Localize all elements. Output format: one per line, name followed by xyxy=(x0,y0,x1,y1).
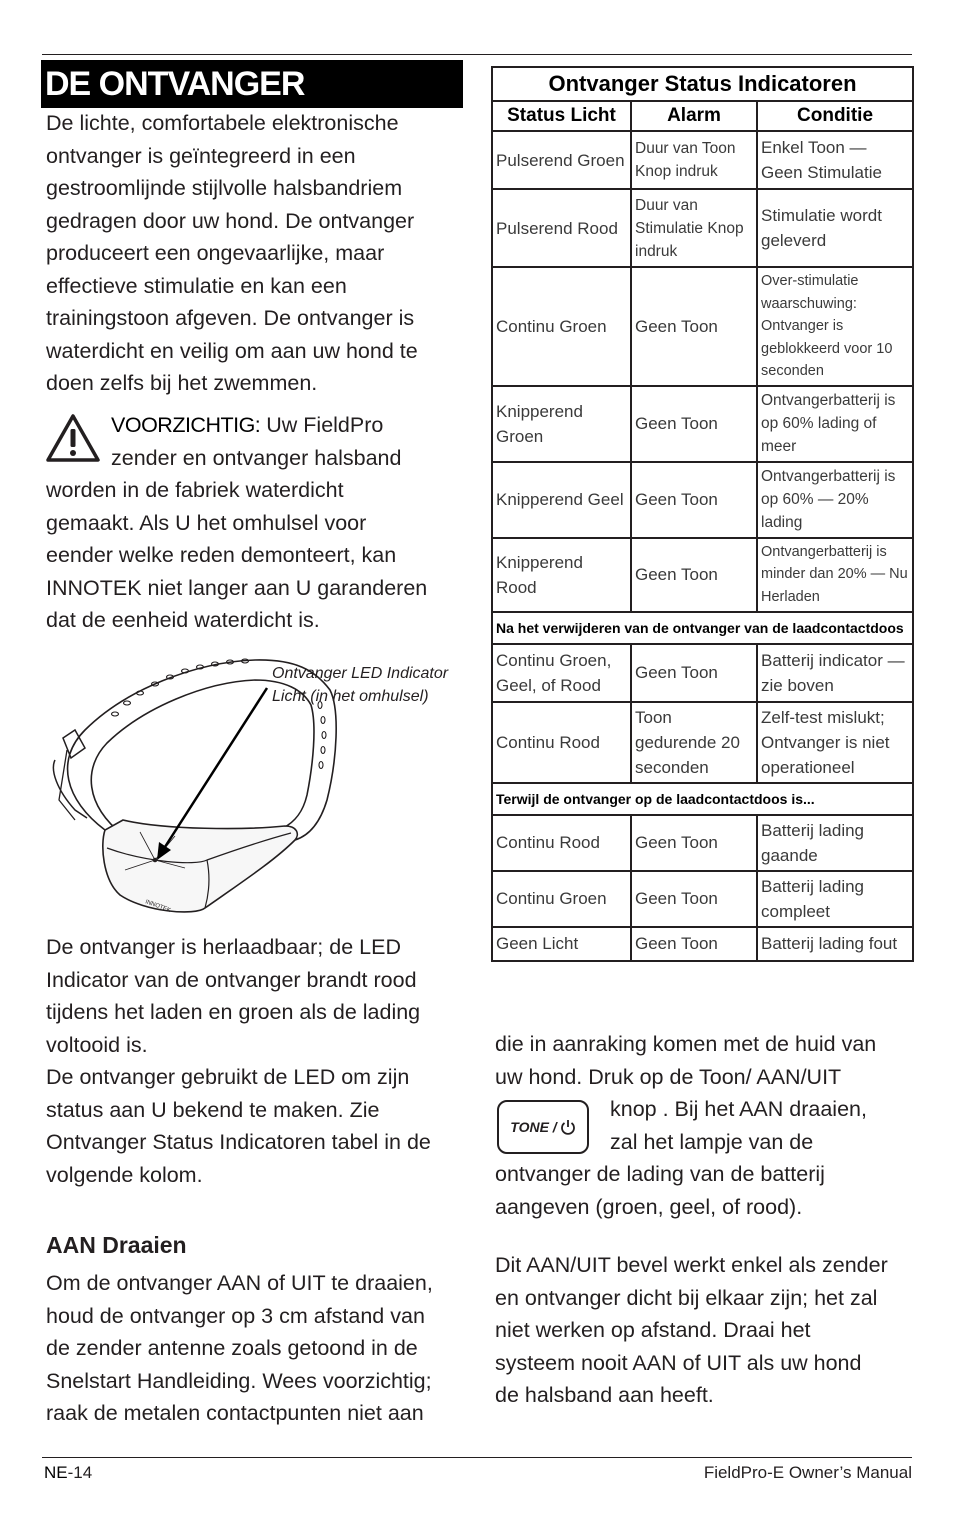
text-line: knop . Bij het AAN draaien, xyxy=(610,1097,867,1121)
text-line: produceert een ongevaarlijke, maar xyxy=(46,241,385,265)
table-cell: Ontvangerbatterij is op 60% — 20% lading xyxy=(757,462,913,538)
text-line: ontvanger is geïntegreerd in een xyxy=(46,143,356,168)
text-line: systeem nooit AAN of UIT als uw hond xyxy=(495,1350,862,1375)
language-code: NE xyxy=(44,1463,68,1482)
text-line: niet werken op afstand. Draai het xyxy=(495,1318,811,1342)
table-cell: Duur van Toon Knop indruk xyxy=(631,131,757,189)
table-cell: Continu Groen xyxy=(492,871,631,927)
table-row xyxy=(492,815,913,871)
table-cell: Batterij indicator — zie boven xyxy=(757,644,913,702)
table-row xyxy=(492,386,913,462)
table-section-label: Na het verwijderen van de ontvanger van de laadcontactdoos xyxy=(492,612,913,644)
table-cell: Batterij lading compleet xyxy=(757,871,913,927)
text-line: gestroomlijnde stijlvolle halsbandriem xyxy=(46,176,403,200)
table-section-label: Terwijl de ontvanger op de laadcontactdoos is... xyxy=(492,783,913,815)
text-line: waterdicht en veilig om aan uw hond te xyxy=(46,338,418,363)
page-digits: -14 xyxy=(67,1463,93,1482)
text-line: status aan U bekend te maken. Zie xyxy=(46,1097,380,1122)
text-line: worden in de fabriek waterdicht xyxy=(46,478,344,502)
table-cell: Ontvangerbatterij is minder dan 20% — Nu Herladen xyxy=(757,538,913,612)
table-cell: Knipperend Groen xyxy=(492,386,631,462)
table-cell: Geen Toon xyxy=(631,871,757,927)
table-cell: Knipperend Geel xyxy=(492,462,631,538)
text-line: De ontvanger gebruikt de LED om zijn xyxy=(46,1065,410,1089)
column-header: Alarm xyxy=(631,101,757,131)
table-cell: Batterij lading fout xyxy=(757,927,913,961)
text-line: zal het lampje van de xyxy=(610,1129,814,1154)
text-line: gemaakt. Als U het omhulsel voor xyxy=(46,510,367,535)
table-cell: Pulserend Groen xyxy=(492,131,631,189)
table-cell: Pulserend Rood xyxy=(492,189,631,267)
text-line: Ontvanger Status Indicatoren tabel in de xyxy=(46,1130,431,1154)
text-line: die in aanraking komen met de huid van xyxy=(495,1032,877,1056)
page-title: DE ONTVANGER xyxy=(41,60,463,108)
text-line: effectieve stimulatie en kan een xyxy=(46,273,347,298)
text-line: Indicator van de ontvanger brandt rood xyxy=(46,967,417,992)
text-line: zender en ontvanger halsband xyxy=(111,445,402,470)
intro-paragraph xyxy=(46,107,418,400)
table-row xyxy=(492,927,913,961)
table-cell: Stimulatie wordt geleverd xyxy=(757,189,913,267)
table-cell: Knipperend Rood xyxy=(492,538,631,612)
column-header: Status Licht xyxy=(492,101,631,131)
table-section-row xyxy=(492,783,913,815)
caution-paragraph xyxy=(46,409,427,637)
text-line: houd de ontvanger op 3 cm afstand van xyxy=(46,1303,425,1328)
table-row xyxy=(492,644,913,702)
text-line: ontvanger de lading van de batterij xyxy=(495,1162,825,1186)
table-section-row xyxy=(492,612,913,644)
text-line: volgende kolom. xyxy=(46,1162,203,1187)
section-heading: AAN Draaien xyxy=(46,1232,187,1258)
text-line: gedragen door uw hond. De ontvanger xyxy=(46,208,415,233)
power-on-paragraph xyxy=(46,1267,433,1430)
manual-title: FieldPro-E Owner’s Manual xyxy=(703,1463,912,1482)
text-line: tijdens het laden en groen als de lading xyxy=(46,1000,421,1024)
table-cell: Geen Toon xyxy=(631,815,757,871)
text-line: de halsband aan heeft. xyxy=(495,1383,714,1407)
text-line: de zender antenne zoals getoond in de xyxy=(46,1336,418,1360)
table-cell: Duur van Stimulatie Knop indruk xyxy=(631,189,757,267)
caution-first-text: Uw FieldPro xyxy=(260,413,384,437)
recharge-paragraph xyxy=(46,931,431,1191)
caution-label: VOORZICHTIG: xyxy=(111,413,261,437)
text-line: Om de ontvanger AAN of UIT te draaien, xyxy=(46,1271,433,1295)
caption-line: Ontvanger LED Indicator xyxy=(272,665,449,682)
tone-power-button-graphic xyxy=(497,1100,589,1154)
status-indicator-table xyxy=(491,66,914,962)
text-line: INNOTEK niet langer aan U garanderen xyxy=(46,575,428,600)
text-line: Dit AAN/UIT bevel werkt enkel als zender xyxy=(495,1253,888,1277)
power-icon xyxy=(560,1119,576,1135)
table-cell: Geen Toon xyxy=(631,386,757,462)
table-cell: Continu Groen, Geel, of Rood xyxy=(492,644,631,702)
table-cell: Geen Toon xyxy=(631,267,757,386)
text-line: aangeven (groen, geel, of rood). xyxy=(495,1194,803,1219)
text-line: eender welke reden demonteert, kan xyxy=(46,543,397,567)
table-cell: Continu Rood xyxy=(492,702,631,783)
table-title-row xyxy=(492,67,913,101)
table-cell: Geen Toon xyxy=(631,644,757,702)
table-row xyxy=(492,267,913,386)
brand-mark: INNOTEK xyxy=(144,899,172,915)
caution-first-line xyxy=(46,409,427,442)
text-line: uw hond. Druk op de Toon/ AAN/UIT xyxy=(495,1064,842,1089)
table-row xyxy=(492,462,913,538)
text-line: en ontvanger dicht bij elkaar zijn; het zal xyxy=(495,1285,878,1310)
column-header: Conditie xyxy=(757,101,913,131)
table-cell: Enkel Toon — Geen Stimulatie xyxy=(757,131,913,189)
table-row xyxy=(492,538,913,612)
table-cell: Batterij lading gaande xyxy=(757,815,913,871)
table-cell: Geen Toon xyxy=(631,462,757,538)
text-line: De lichte, comfortabele elektronische xyxy=(46,111,399,135)
table-row xyxy=(492,871,913,927)
table-header-row xyxy=(492,101,913,131)
text-line: voltooid is. xyxy=(46,1032,148,1057)
caption-line: Licht (in het omhulsel) xyxy=(272,688,429,705)
table-row xyxy=(492,189,913,267)
table-cell: Zelf-test mislukt; Ontvanger is niet operationeel xyxy=(757,702,913,783)
table-cell: Geen Toon xyxy=(631,538,757,612)
figure-caption xyxy=(272,662,472,708)
text-line: trainingstoon afgeven. De ontvanger is xyxy=(46,306,415,330)
table-row xyxy=(492,131,913,189)
table-cell: Ontvangerbatterij is op 60% lading of meer xyxy=(757,386,913,462)
table-cell: Over-stimulatie waarschuwing: Ontvanger is geblokkeerd voor 10 seconden xyxy=(757,267,913,386)
right-paragraph-2 xyxy=(495,1249,888,1412)
bottom-rule xyxy=(42,1457,912,1458)
text-line: raak de metalen contactpunten niet aan xyxy=(46,1401,424,1425)
top-rule xyxy=(42,54,912,55)
table-cell: Toon gedurende 20 seconden xyxy=(631,702,757,783)
text-line: dat de eenheid waterdicht is. xyxy=(46,608,320,632)
table-cell: Geen Toon xyxy=(631,927,757,961)
tone-button-label: TONE / xyxy=(510,1119,557,1135)
table-cell: Geen Licht xyxy=(492,927,631,961)
text-line: Snelstart Handleiding. Wees voorzichtig; xyxy=(46,1368,432,1393)
text-line: doen zelfs bij het zwemmen. xyxy=(46,371,318,395)
table-row xyxy=(492,702,913,783)
table-cell: Continu Groen xyxy=(492,267,631,386)
page-number xyxy=(44,1463,92,1483)
table-title: Ontvanger Status Indicatoren xyxy=(492,67,913,101)
table-cell: Continu Rood xyxy=(492,815,631,871)
text-line: De ontvanger is herlaadbaar; de LED xyxy=(46,935,401,959)
